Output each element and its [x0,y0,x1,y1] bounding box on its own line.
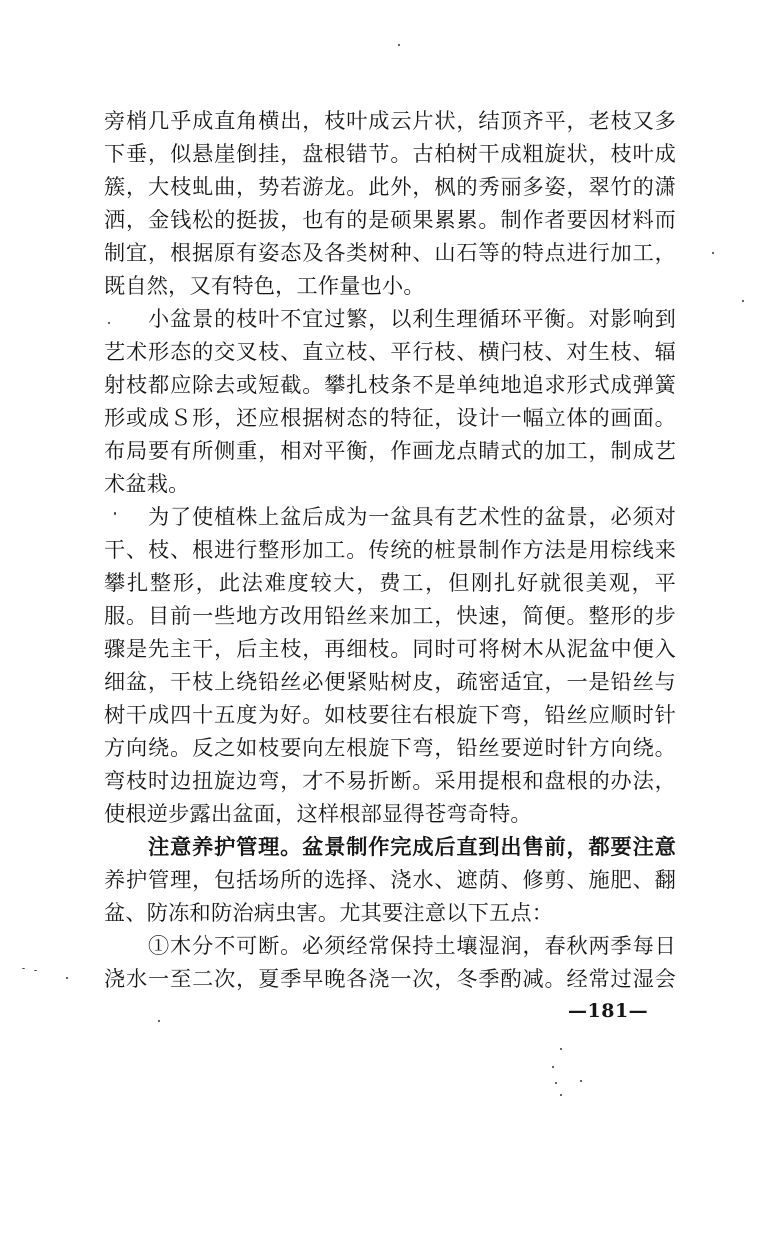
text-line: 细盆，干枝上绕铅丝必便紧贴树皮，疏密适宜，一是铅丝与 [104,669,676,694]
paragraph-start-line: 小盆景的枝叶不宜过繁，以利生理循环平衡。对影响到 [148,306,676,331]
text-line: 盆、防冻和防治病虫害。尤其要注意以下五点： [104,900,554,925]
scan-speck [158,1020,160,1022]
section-heading-line: 注意养护管理。盆景制作完成后直到出售前，都要注意 [148,834,676,859]
scan-speck [560,1048,562,1050]
text-line: 形或成Ｓ形，还应根据树态的特征，设计一幅立体的画面。 [104,405,676,430]
text-line: 攀扎整形，此法难度较大，费工，但刚扎好就很美观，平 [104,570,676,595]
text-line: 艺术形态的交叉枝、直立枝、平行枝、横闩枝、对生枝、辐 [104,339,676,364]
scan-speck [712,252,714,254]
scan-speck [34,970,37,971]
page-number: —181— [568,1000,649,1022]
scan-speck [114,512,116,515]
scan-speck [398,44,400,46]
body-text [104,104,676,995]
scan-speck [580,1080,582,1082]
text-line: 骤是先主干，后主枝，再细枝。同时可将树木从泥盆中便入 [104,636,676,661]
scan-speck [66,977,68,979]
text-line: 树干成四十五度为好。如枝要往右根旋下弯，铅丝应顺时针 [104,702,676,727]
text-line: 方向绕。反之如枝要向左根旋下弯，铅丝要逆时针方向绕。 [104,735,676,760]
scan-speck [560,1094,562,1096]
scan-speck [22,968,25,969]
scan-speck [552,1066,554,1068]
text-line: 洒，金钱松的挺拔，也有的是硕果累累。制作者要因材料而 [104,207,676,232]
scan-speck [555,1082,557,1084]
text-line: 弯枝时边扭旋边弯，才不易折断。采用提根和盘根的办法， [104,768,676,793]
text-line: 旁梢几乎成直角横出，枝叶成云片状，结顶齐平，老枝又多 [104,108,676,133]
text-line: 簇，大枝虬曲，势若游龙。此外，枫的秀丽多姿，翠竹的潇 [104,174,676,199]
text-line: 使根逆步露出盆面，这样根部显得苍弯奇特。 [104,801,532,826]
paragraph-start-line: 为了使植株上盆后成为一盆具有艺术性的盆景，必须对 [148,504,676,529]
text-line: 下垂，似悬崖倒挂，盘根错节。古柏树干成粗旋状，枝叶成 [104,141,676,166]
text-line: 既自然，又有特色，工作量也小。 [104,273,425,298]
scan-speck [108,322,110,324]
paragraph-start-line: ①木分不可断。必须经常保持土壤湿润，春秋两季每日 [148,933,676,958]
text-line: 制宜，根据原有姿态及各类树种、山石等的特点进行加工， [104,240,676,265]
text-line: 服。目前一些地方改用铅丝来加工，快速，简便。整形的步 [104,603,676,628]
text-line: 养护管理，包括场所的选择、浇水、遮荫、修剪、施肥、翻 [104,867,676,892]
text-line: 干、枝、根进行整形加工。传统的桩景制作方法是用棕线来 [104,537,676,562]
text-line: 术盆栽。 [104,471,190,496]
text-line: 射枝都应除去或短截。攀扎枝条不是单纯地追求形式成弹簧 [104,372,676,397]
text-line: 浇水一至二次，夏季早晚各浇一次，冬季酌减。经常过湿会 [104,966,676,991]
text-line: 布局要有所侧重，相对平衡，作画龙点睛式的加工，制成艺 [104,438,676,463]
scan-speck [742,300,744,302]
